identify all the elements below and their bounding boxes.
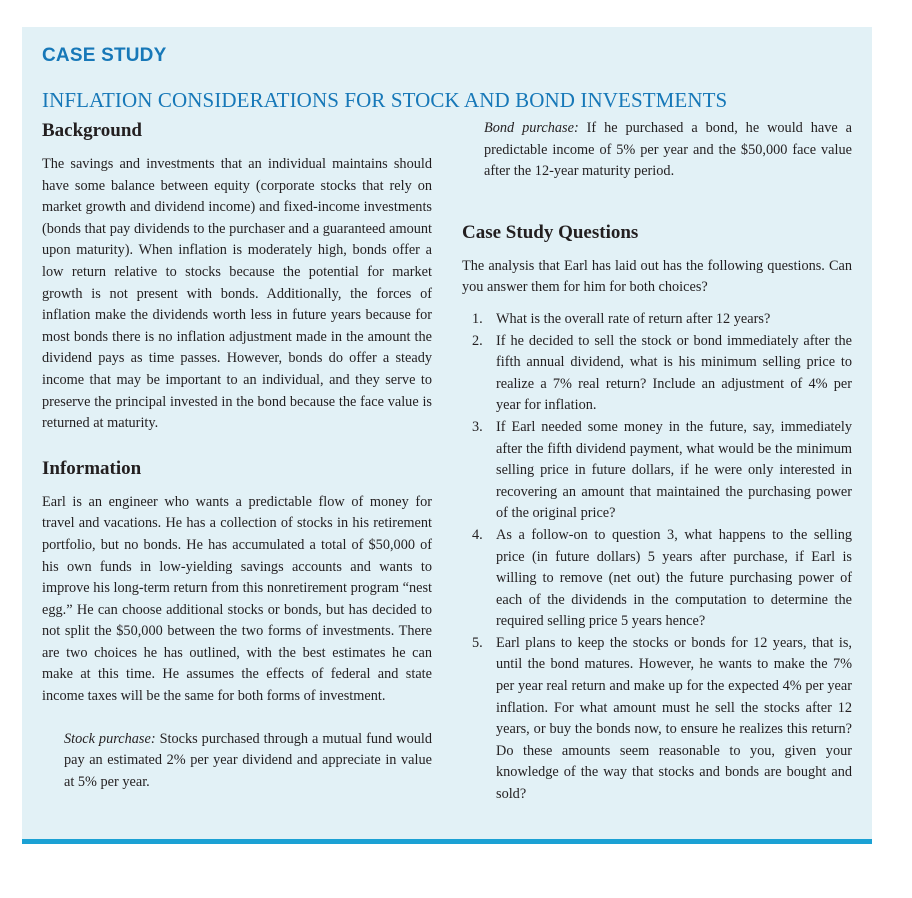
stock-purchase-label: Stock purchase: xyxy=(64,730,156,747)
case-study-title: INFLATION CONSIDERATIONS FOR STOCK AND BOND INVESTMENTS xyxy=(42,88,728,112)
question-number: 3. xyxy=(472,418,483,435)
question-item xyxy=(462,417,852,525)
background-heading: Background xyxy=(42,120,142,141)
question-text: If Earl needed some money in the future, say, immediately after the fifth dividend payment, what would be the minimum selling price in future dollars, if he were only interested in recovering an amount that maintained the purchasing power of the original price? xyxy=(496,418,852,522)
questions-heading: Case Study Questions xyxy=(462,221,639,243)
question-text: Earl plans to keep the stocks or bonds for 12 years, that is, until the bond matures. However, he wants to make the 7% per year real return and make up for the expected 4% per year inflation. For what amount must he sell the stocks after 12 years, or buy the bonds now, to ensure he realizes this return? Do these amounts seem reasonable to you, given your knowledge of the way that stocks and bonds are bought and sold? xyxy=(496,634,852,803)
question-text: If he decided to sell the stock or bond immediately after the fifth annual dividend, what is his minimum selling price to realize a 7% real return? Include an adjustment of 4% per year for inflation. xyxy=(496,332,852,414)
case-study-label: CASE STUDY xyxy=(42,45,167,66)
bond-purchase-text: If he purchased a bond, he would have a predictable income of 5% per year and the $50,000 face value after the 12-year maturity period. xyxy=(484,120,852,180)
question-number: 2. xyxy=(472,332,483,349)
information-heading: Information xyxy=(42,457,142,479)
stock-purchase-text: Stocks purchased through a mutual fund would pay an estimated 2% per year dividend and appreciate in value at 5% per year. xyxy=(64,730,432,790)
question-text: What is the overall rate of return after 12 years? xyxy=(496,310,771,327)
stock-purchase-paragraph xyxy=(42,729,432,794)
right-column xyxy=(462,118,852,806)
information-text: Earl is an engineer who wants a predictable flow of money for travel and vacations. He has a collection of stocks in his retirement portfolio, but no bonds. He has accumulated a total of $50,000 of his own funds in low-yielding savings accounts and wants to improve his long-term return from this nonretirement program “nest egg.” He can choose additional stocks or bonds, but has decided to not split the $50,000 between the two forms of investments. There are two choices he has outlined, with the best estimates he can make at this time. He assumes the effects of federal and state income taxes will be the same for both forms of investment. xyxy=(42,493,432,705)
background-text: The savings and investments that an individual maintains should have some balance between equity (corporate stocks that rely on market growth and dividend income) and fixed-income investments (bonds that pay dividends to the purchaser and a guaranteed amount upon maturity). When inflation is moderately high, bonds offer a low return relative to stocks because the potential for market growth is not present with bonds. Additionally, the forces of inflation make the dividends worth less in future years because for most bonds there is no inflation adjustment made in the amount the dividend pays as time passes. However, bonds do offer a steady income that may be important to an individual, and they serve to preserve the principal invested in the bond because the face value is returned at maturity. xyxy=(42,156,432,432)
bond-purchase-paragraph xyxy=(462,118,852,183)
question-item xyxy=(462,525,852,633)
questions-intro: The analysis that Earl has laid out has the following questions. Can you answer them for him for both choices? xyxy=(462,257,852,296)
question-number: 5. xyxy=(472,634,483,651)
question-number: 1. xyxy=(472,310,483,327)
left-column xyxy=(42,118,432,793)
questions-list xyxy=(462,309,852,806)
question-item xyxy=(462,331,852,417)
question-item xyxy=(462,309,852,331)
question-text: As a follow-on to question 3, what happens to the selling price (in future dollars) 5 years after purchase, if Earl is willing to remove (net out) the future purchasing power of each of the dividends in the computation to determine the required selling price 5 years hence? xyxy=(496,526,852,630)
question-number: 4. xyxy=(472,526,483,543)
question-item xyxy=(462,633,852,806)
bond-purchase-label: Bond purchase: xyxy=(484,120,579,136)
